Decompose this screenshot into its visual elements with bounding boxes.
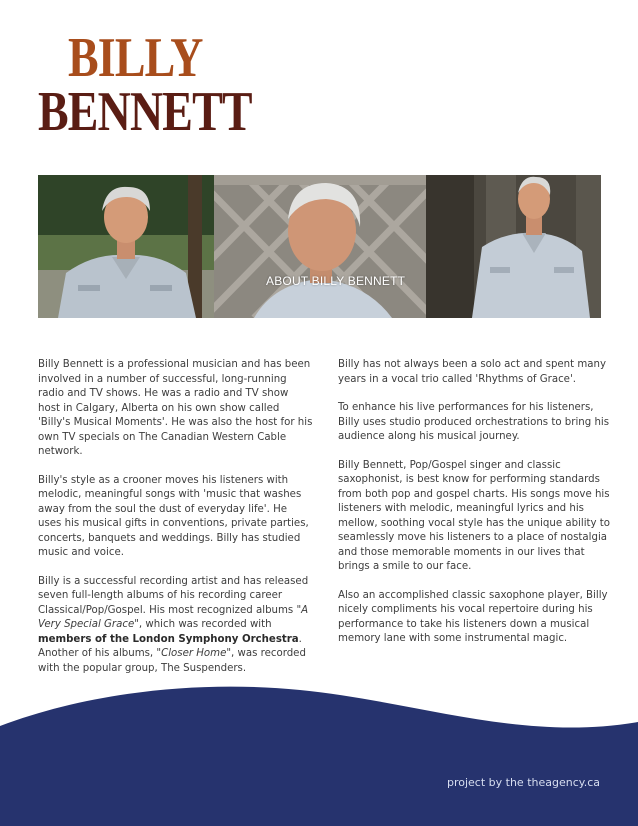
album-title-very-special-grace: "A Very Special Grace" <box>38 604 309 630</box>
bio-p3-text-c: . Another of his albums, <box>38 633 302 659</box>
photo-outdoors-portrait <box>38 175 214 318</box>
bio-paragraph-6: Billy Bennett, Pop/Gospel singer and classic saxophonist, is best know for performing standards from both pop and gospel charts. His songs move his listeners with melodic, meaningful lyrics and his mellow, soothing vocal style has the unique ability to seamlessly move his listeners to a place of nostalgia and those memorable moments in our lives that brings a smile to our face. <box>338 459 611 572</box>
photo-trees-standing <box>426 175 601 318</box>
bio-paragraph-7: Also an accomplished classic saxophone player, Billy nicely compliments his vocal repertoire during his performance to take his listeners down a musical memory lane with some instrumental magic. <box>338 589 608 644</box>
bio-paragraph-1: Billy Bennett is a professional musician and has been involved in a number of successful, long-running radio and TV shows. He was a radio and TV show host in Calgary, Alberta on his own show called 'Billy's Musical Moments'. He was also the host for his own TV specials on The Canadian Western Cable network. <box>38 359 313 457</box>
logo-first-name: BILLY <box>68 27 203 89</box>
left-column <box>38 358 313 690</box>
portrait-illustration-2 <box>214 175 426 318</box>
bio-p3-text-d: , was recorded with the popular group, The Suspenders. <box>38 648 306 674</box>
footer-wave <box>0 680 638 826</box>
bio-p3-text-b: , which was recorded with <box>138 619 272 630</box>
hero-photo-banner <box>38 175 601 318</box>
bio-paragraph-5: To enhance his live performances for his listeners, Billy uses studio produced orchestrations to bring his audience along his musical journey. <box>338 402 610 442</box>
billy-bennett-logo <box>38 27 252 143</box>
album-title-closer-home: "Closer Home" <box>156 648 232 659</box>
bio-paragraph-3 <box>38 575 313 677</box>
logo-last-name: BENNETT <box>38 81 252 143</box>
bio-paragraph-2: Billy's style as a crooner moves his listeners with melodic, meaningful songs with 'music that washes away from the soul the dust of everyday life'. He uses his musical gifts in conventions, private parties, concerts, banquets and weddings. Billy has studied music and voice. <box>38 474 309 558</box>
bio-p3-text-a: Billy is a successful recording artist and has released seven full-length albums of his recording career Classical/Pop/Gospel. His most recognized albums <box>38 575 309 616</box>
portrait-illustration-3 <box>426 175 601 318</box>
hero-caption: ABOUT BILLY BENNETT <box>266 274 406 288</box>
right-column <box>338 358 613 661</box>
portrait-illustration-1 <box>38 175 214 318</box>
footer-credit: project by the theagency.ca <box>446 776 600 789</box>
bio-paragraph-4: Billy has not always been a solo act and spent many years in a vocal trio called 'Rhythms of Grace'. <box>338 359 607 385</box>
orchestra-highlight: members of the London Symphony Orchestra <box>38 633 299 645</box>
photo-lattice-closeup <box>214 175 426 318</box>
